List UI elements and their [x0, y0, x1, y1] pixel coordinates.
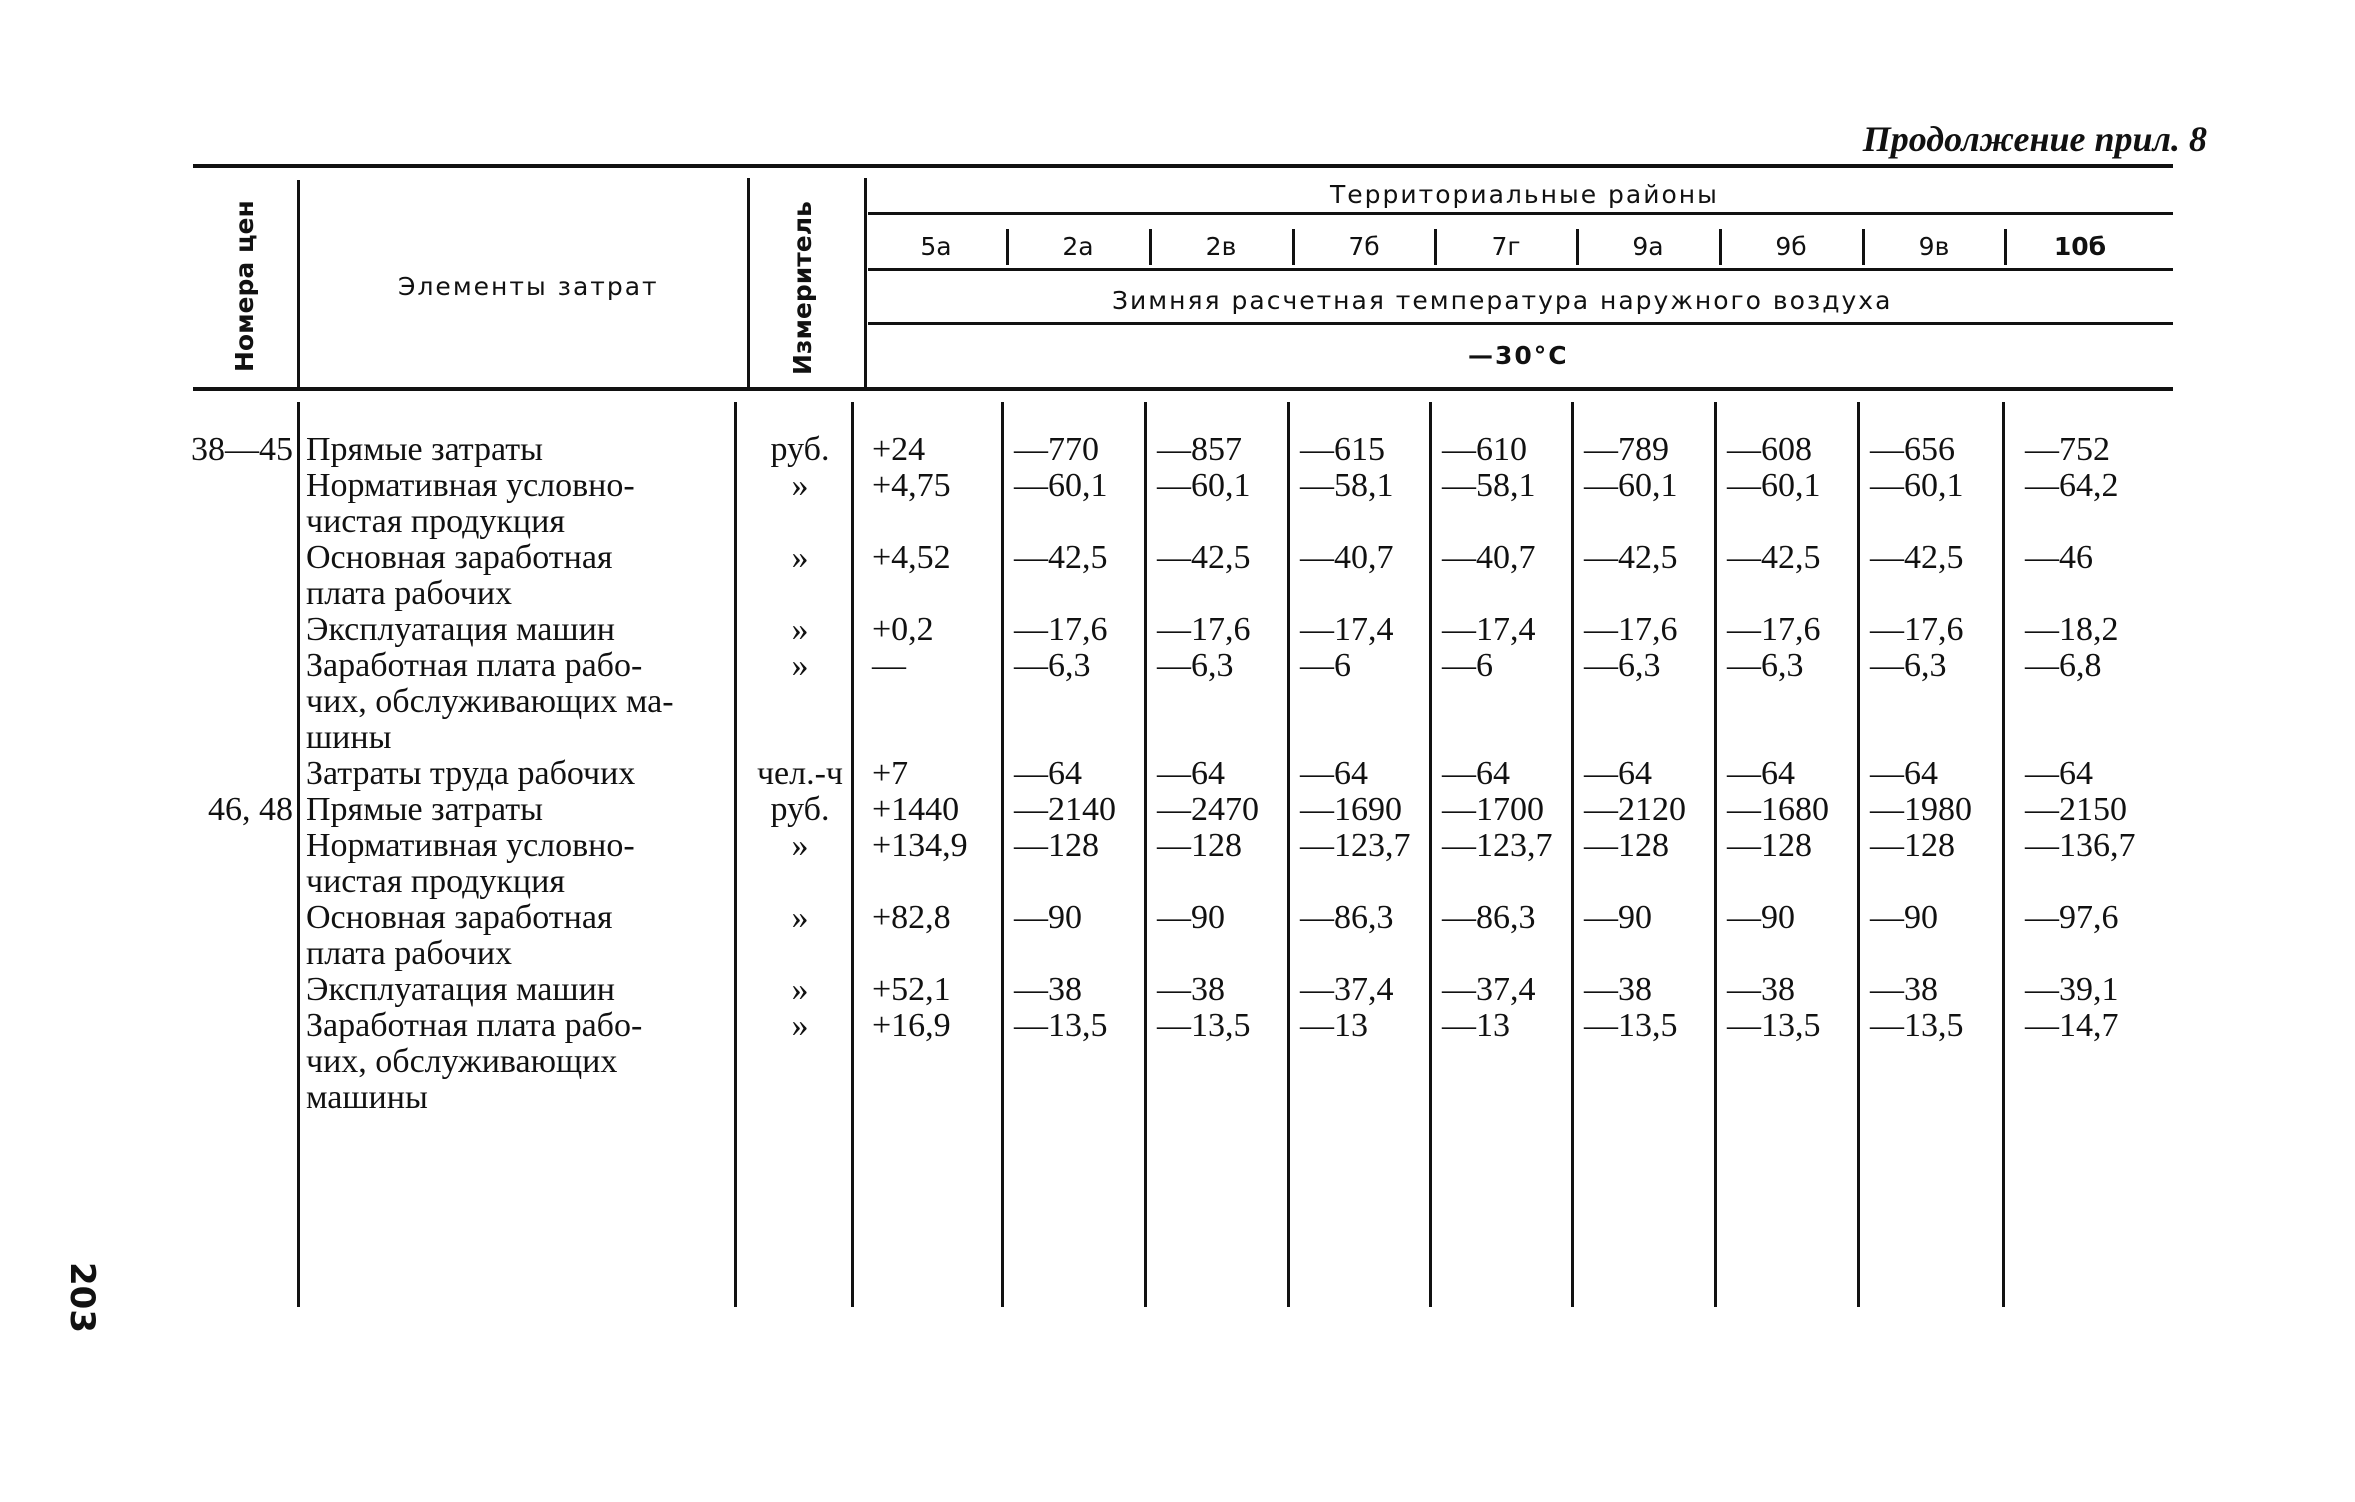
value-cell: —42,5	[1870, 539, 1964, 576]
value-cell: —6	[1442, 647, 1493, 684]
table-row	[0, 972, 2355, 1008]
districts-rule	[868, 268, 2173, 271]
district-7b: 7б	[1348, 232, 1380, 261]
value-cell: —64	[1727, 755, 1795, 792]
winter-temp-header: Зимняя расчетная температура наружного воздуха	[1112, 286, 1893, 315]
cost-element: машины	[306, 1079, 428, 1116]
cost-element: Заработная плата рабо-	[306, 1007, 643, 1044]
value-cell: —6,3	[1014, 647, 1091, 684]
table-row	[0, 1080, 2355, 1116]
value-cell: —1690	[1300, 791, 1402, 828]
value-cell: —2140	[1014, 791, 1116, 828]
table-row	[0, 468, 2355, 504]
value-cell: —38	[1584, 971, 1652, 1008]
value-cell: —38	[1870, 971, 1938, 1008]
value-cell: —18,2	[2025, 611, 2119, 648]
temperature-value: —30°С	[1468, 341, 1569, 370]
cost-element: Затраты труда рабочих	[306, 755, 636, 792]
top-rule	[193, 164, 2173, 168]
value-cell: —13,5	[1727, 1007, 1821, 1044]
value-cell: —17,6	[1157, 611, 1251, 648]
value-cell: —17,6	[1014, 611, 1108, 648]
territorial-header: Территориальные районы	[1330, 180, 1719, 209]
value-cell: —656	[1870, 431, 1955, 468]
district-5a: 5а	[920, 232, 952, 261]
unit: »	[791, 647, 809, 684]
value-cell: —136,7	[2025, 827, 2136, 864]
table-row	[0, 432, 2355, 468]
value-cell: —2120	[1584, 791, 1686, 828]
value-cell: —789	[1584, 431, 1669, 468]
value-cell: —17,6	[1727, 611, 1821, 648]
value-cell: —86,3	[1300, 899, 1394, 936]
value-cell: —17,4	[1300, 611, 1394, 648]
value-cell: —42,5	[1157, 539, 1251, 576]
value-cell: +52,1	[872, 971, 951, 1008]
value-cell: —64	[1442, 755, 1510, 792]
value-cell: —37,4	[1442, 971, 1536, 1008]
value-cell: —64	[2025, 755, 2093, 792]
value-cell: —770	[1014, 431, 1099, 468]
value-cell: —13,5	[1870, 1007, 1964, 1044]
value-cell: —6	[1300, 647, 1351, 684]
value-cell: —39,1	[2025, 971, 2119, 1008]
table-row	[0, 648, 2355, 684]
value-cell: —17,6	[1584, 611, 1678, 648]
value-cell: —857	[1157, 431, 1242, 468]
district-2v: 2в	[1205, 232, 1237, 261]
value-cell: +0,2	[872, 611, 934, 648]
value-cell: —64	[1014, 755, 1082, 792]
value-cell: —64	[1584, 755, 1652, 792]
table-row	[0, 504, 2355, 540]
unit: руб.	[770, 431, 830, 468]
unit: руб.	[770, 791, 830, 828]
value-cell: —60,1	[1584, 467, 1678, 504]
cost-element: плата рабочих	[306, 935, 513, 972]
value-cell: +7	[872, 755, 909, 792]
value-cell: —6,3	[1157, 647, 1234, 684]
header-separator-1	[297, 180, 300, 387]
district-9a: 9а	[1632, 232, 1664, 261]
value-cell: +1440	[872, 791, 960, 828]
value-cell: +82,8	[872, 899, 951, 936]
value-cell: —1680	[1727, 791, 1829, 828]
value-cell: —17,4	[1442, 611, 1536, 648]
table-row	[0, 612, 2355, 648]
value-cell: +4,52	[872, 539, 951, 576]
value-cell: —6,3	[1584, 647, 1661, 684]
cost-element: Прямые затраты	[306, 431, 543, 468]
value-cell: —40,7	[1442, 539, 1536, 576]
value-cell: —97,6	[2025, 899, 2119, 936]
value-cell: —128	[1727, 827, 1812, 864]
price-code: 38—45	[191, 431, 293, 468]
value-cell: —38	[1014, 971, 1082, 1008]
value-cell: —60,1	[1014, 467, 1108, 504]
col-codes-header: Номера цен	[230, 200, 259, 372]
district-2a: 2а	[1062, 232, 1094, 261]
unit: »	[791, 1007, 809, 1044]
cost-element: чих, обслуживающих ма-	[306, 683, 674, 720]
cost-element: Основная заработная	[306, 539, 613, 576]
value-cell: —60,1	[1727, 467, 1821, 504]
value-cell: +24	[872, 431, 926, 468]
unit: »	[791, 539, 809, 576]
value-cell: —90	[1727, 899, 1795, 936]
value-cell: —38	[1727, 971, 1795, 1008]
cost-element: чистая продукция	[306, 503, 565, 540]
cost-element: шины	[306, 719, 392, 756]
table-row	[0, 792, 2355, 828]
value-cell: —6,8	[2025, 647, 2102, 684]
value-cell: —128	[1157, 827, 1242, 864]
district-7g: 7г	[1491, 232, 1521, 261]
value-cell: +4,75	[872, 467, 951, 504]
unit: »	[791, 971, 809, 1008]
cost-element: чих, обслуживающих	[306, 1043, 618, 1080]
value-cell: —752	[2025, 431, 2110, 468]
col-elements-header: Элементы затрат	[398, 272, 659, 301]
value-cell: —615	[1300, 431, 1385, 468]
value-cell: —64	[1157, 755, 1225, 792]
cost-element: чистая продукция	[306, 863, 565, 900]
value-cell: —64	[1300, 755, 1368, 792]
table-row	[0, 936, 2355, 972]
value-cell: —13,5	[1014, 1007, 1108, 1044]
value-cell: —128	[1584, 827, 1669, 864]
cost-element: плата рабочих	[306, 575, 513, 612]
value-cell: —58,1	[1300, 467, 1394, 504]
value-cell: —64,2	[2025, 467, 2119, 504]
table-row	[0, 828, 2355, 864]
district-9b: 9б	[1775, 232, 1807, 261]
unit: »	[791, 899, 809, 936]
table-row	[0, 576, 2355, 612]
unit: »	[791, 467, 809, 504]
value-cell: —13	[1442, 1007, 1510, 1044]
cost-element: Эксплуатация машин	[306, 611, 615, 648]
value-cell: —90	[1584, 899, 1652, 936]
cost-element: Основная заработная	[306, 899, 613, 936]
continuation-title: Продолжение прил. 8	[1862, 119, 2207, 159]
cost-element: Прямые затраты	[306, 791, 543, 828]
district-10b: 10б	[2053, 232, 2107, 261]
col-unit-header: Измеритель	[788, 201, 817, 375]
price-code: 46, 48	[208, 791, 293, 828]
value-cell: —64	[1870, 755, 1938, 792]
value-cell: —90	[1870, 899, 1938, 936]
cost-element: Заработная плата рабо-	[306, 647, 643, 684]
value-cell: —38	[1157, 971, 1225, 1008]
district-separator	[2004, 229, 2007, 265]
table-row	[0, 900, 2355, 936]
value-cell: —17,6	[1870, 611, 1964, 648]
value-cell: —128	[1014, 827, 1099, 864]
value-cell: —58,1	[1442, 467, 1536, 504]
value-cell: —40,7	[1300, 539, 1394, 576]
value-cell: —60,1	[1870, 467, 1964, 504]
value-cell: —60,1	[1157, 467, 1251, 504]
value-cell: —42,5	[1584, 539, 1678, 576]
value-cell: —37,4	[1300, 971, 1394, 1008]
temperature-rule	[868, 322, 2173, 325]
table-row	[0, 540, 2355, 576]
territorial-rule	[868, 212, 2173, 215]
unit: »	[791, 611, 809, 648]
table-row	[0, 1044, 2355, 1080]
value-cell: —13,5	[1584, 1007, 1678, 1044]
value-cell: —13	[1300, 1007, 1368, 1044]
value-cell: —46	[2025, 539, 2093, 576]
value-cell: —1980	[1870, 791, 1972, 828]
value-cell: —2470	[1157, 791, 1259, 828]
cost-element: Эксплуатация машин	[306, 971, 615, 1008]
value-cell: —86,3	[1442, 899, 1536, 936]
table-row	[0, 684, 2355, 720]
value-cell: —128	[1870, 827, 1955, 864]
unit: чел.-ч	[756, 755, 844, 792]
header-separator-3	[864, 178, 867, 387]
cost-element: Нормативная условно-	[306, 467, 635, 504]
value-cell: —6,3	[1870, 647, 1947, 684]
value-cell: —90	[1014, 899, 1082, 936]
district-9v: 9в	[1918, 232, 1950, 261]
unit: »	[791, 827, 809, 864]
value-cell: —90	[1157, 899, 1225, 936]
value-cell: +134,9	[872, 827, 968, 864]
page-number: 203	[62, 1262, 102, 1333]
value-cell: +16,9	[872, 1007, 951, 1044]
value-cell: —	[872, 647, 906, 684]
value-cell: —13,5	[1157, 1007, 1251, 1044]
table-row	[0, 864, 2355, 900]
value-cell: —610	[1442, 431, 1527, 468]
value-cell: —42,5	[1727, 539, 1821, 576]
value-cell: —123,7	[1442, 827, 1553, 864]
value-cell: —6,3	[1727, 647, 1804, 684]
header-separator-2	[747, 178, 750, 387]
table-row	[0, 756, 2355, 792]
value-cell: —123,7	[1300, 827, 1411, 864]
table-row	[0, 1008, 2355, 1044]
table-row	[0, 720, 2355, 756]
value-cell: —2150	[2025, 791, 2127, 828]
cost-element: Нормативная условно-	[306, 827, 635, 864]
value-cell: —42,5	[1014, 539, 1108, 576]
header-bottom-rule	[193, 387, 2173, 391]
value-cell: —14,7	[2025, 1007, 2119, 1044]
value-cell: —608	[1727, 431, 1812, 468]
value-cell: —1700	[1442, 791, 1544, 828]
